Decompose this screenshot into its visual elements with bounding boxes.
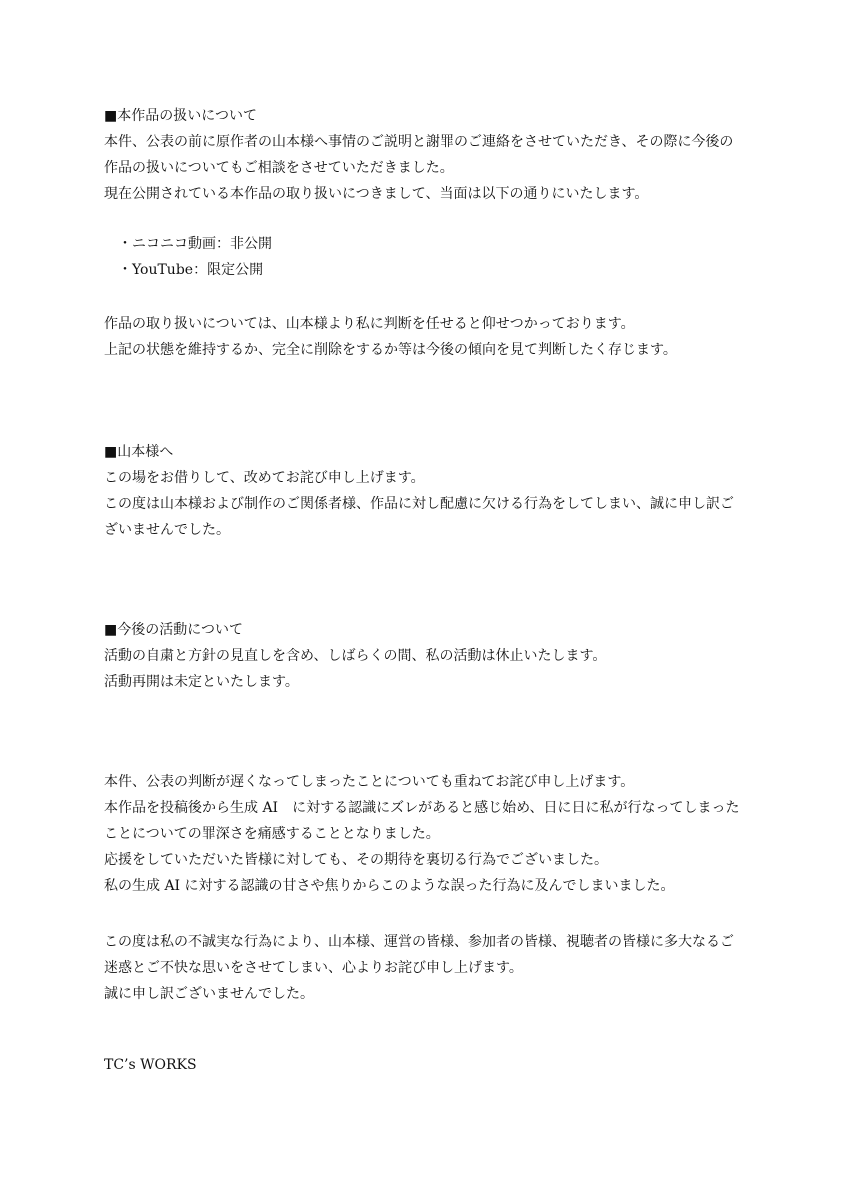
paragraph-line: 誠に申し訳ございませんでした。 bbox=[104, 986, 314, 1002]
paragraph-line: 作品の扱いについてもご相談をさせていただきました。 bbox=[104, 160, 454, 176]
paragraph-line: ことについての罪深さを痛感することとなりました。 bbox=[104, 826, 440, 842]
section-to-yamamoto bbox=[104, 439, 764, 543]
paragraph-line: 本件、公表の判断が遅くなってしまったことについても重ねてお詫び申し上げます。 bbox=[104, 774, 635, 790]
paragraph-line: 私の生成 AI に対する認識の甘さや焦りからこのような誤った行為に及んでしまいました。 bbox=[104, 878, 675, 894]
closing-paragraph-1 bbox=[104, 769, 764, 899]
paragraph-line: 現在公開されている本作品の取り扱いにつきまして、当面は以下の通りにいたします。 bbox=[104, 186, 649, 202]
paragraph-line: 迷惑とご不快な思いをさせてしまい、心よりお詫び申し上げます。 bbox=[104, 960, 523, 976]
closing-paragraph-2 bbox=[104, 929, 764, 1007]
paragraph-line: 応援をしていただいた皆様に対しても、その期待を裏切る行為でございました。 bbox=[104, 852, 608, 868]
paragraph-line: 活動の自粛と方針の見直しを含め、しばらくの間、私の活動は休止いたします。 bbox=[104, 648, 607, 664]
paragraph-line: 本作品を投稿後から生成 AI に対する認識にズレがあると感じ始め、日に日に私が行なってしまった bbox=[104, 800, 740, 816]
publication-status-list bbox=[104, 231, 764, 283]
paragraph-line: 活動再開は未定といたします。 bbox=[104, 674, 299, 690]
paragraph-line: 作品の取り扱いについては、山本様より私に判断を任せると仰せつかっております。 bbox=[104, 316, 635, 332]
section-heading: ■今後の活動について bbox=[104, 622, 243, 638]
section-heading: ■本作品の扱いについて bbox=[104, 108, 257, 124]
paragraph-line: この度は山本様および制作のご関係者様、作品に対し配慮に欠ける行為をしてしまい、誠に申し訳ご bbox=[104, 496, 734, 512]
handling-note bbox=[104, 311, 764, 363]
paragraph-line: この場をお借りして、改めてお詫び申し上げます。 bbox=[104, 470, 425, 486]
paragraph-line: 本件、公表の前に原作者の山本様へ事情のご説明と謝罪のご連絡をさせていただき、その際に今後の bbox=[104, 134, 734, 150]
section-handling bbox=[104, 103, 764, 207]
signature: TC’s WORKS bbox=[104, 1057, 197, 1073]
list-item: ・ニコニコ動画：非公開 bbox=[118, 236, 272, 252]
paragraph-line: ざいませんでした。 bbox=[104, 522, 230, 538]
paragraph-line: 上記の状態を維持するか、完全に削除をするか等は今後の傾向を見て判断したく存じます。 bbox=[104, 342, 677, 358]
section-heading: ■山本様へ bbox=[104, 444, 174, 460]
paragraph-line: この度は私の不誠実な行為により、山本様、運営の皆様、参加者の皆様、視聴者の皆様に多大なるご bbox=[104, 934, 734, 950]
signature-block bbox=[104, 1052, 764, 1078]
section-future-activity bbox=[104, 617, 764, 695]
list-item: ・YouTube：限定公開 bbox=[118, 262, 264, 278]
